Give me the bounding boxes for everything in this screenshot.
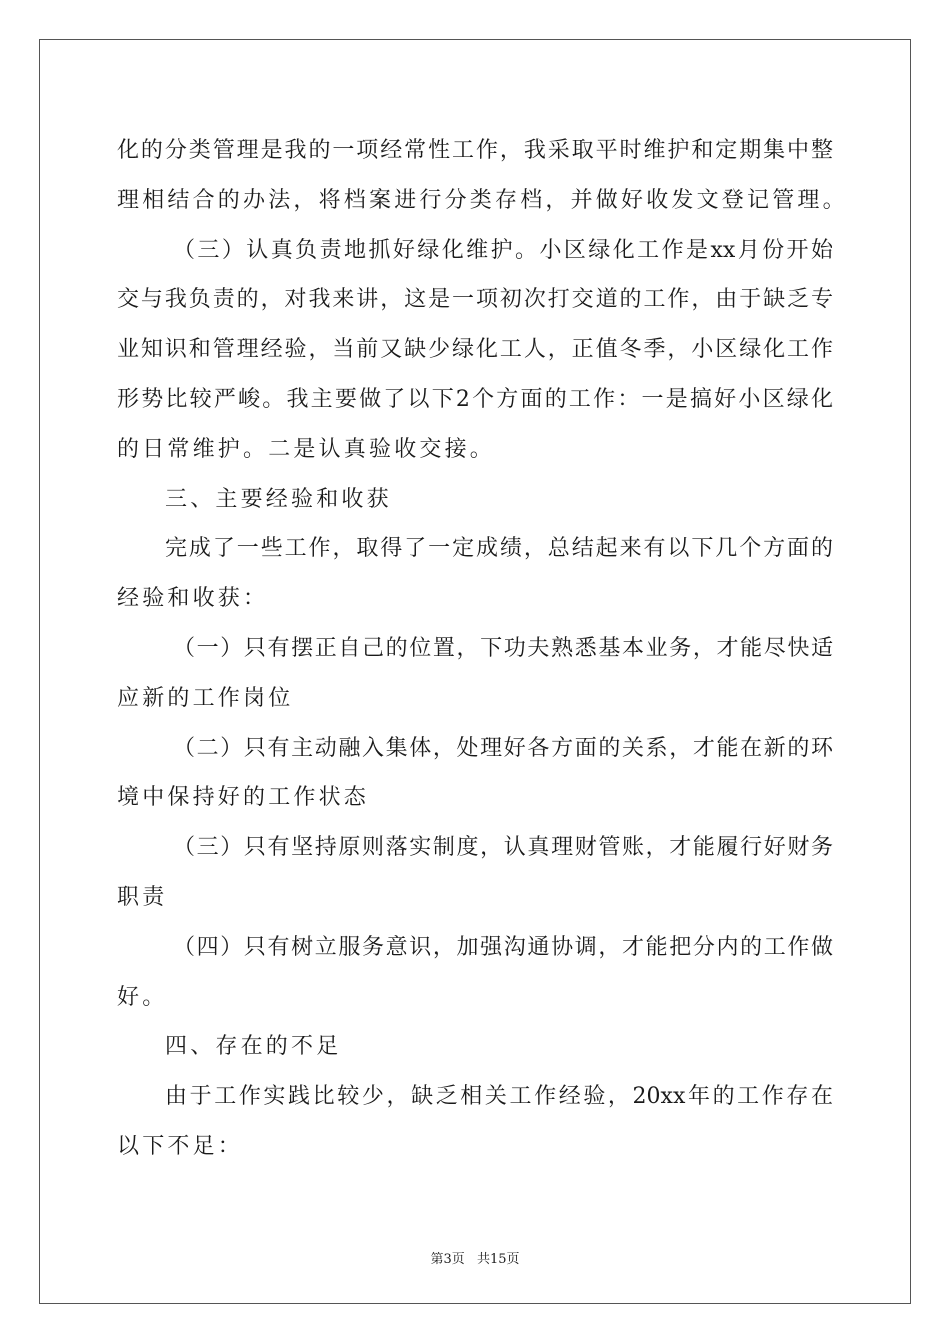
paragraph-line: 交与我负责的，对我来讲，这是一项初次打交道的工作，由于缺乏专	[117, 287, 833, 313]
section-heading: 三、主要经验和收获	[165, 486, 392, 512]
paragraph-line: 应新的工作岗位	[117, 685, 294, 711]
section-heading: 四、存在的不足	[165, 1034, 342, 1060]
page-footer	[0, 1248, 950, 1267]
paragraph-line: 好。	[117, 984, 168, 1010]
paragraph-line: （三）认真负责地抓好绿化维护。小区绿化工作是xx月份开始	[173, 237, 833, 263]
paragraph-line: 境中保持好的工作状态	[117, 785, 370, 811]
document-body	[117, 126, 848, 1172]
paragraph-line: 化的分类管理是我的一项经常性工作，我采取平时维护和定期集中整	[117, 138, 833, 163]
paragraph-line: 的日常维护。二是认真验收交接。	[117, 436, 496, 462]
paragraph-line: 职责	[117, 884, 168, 910]
paragraph-line: 完成了一些工作，取得了一定成绩，总结起来有以下几个方面的	[165, 536, 833, 562]
paragraph-line: （三）只有坚持原则落实制度，认真理财管账，才能履行好财务	[173, 835, 833, 861]
page-number: 第3页	[430, 1252, 465, 1267]
page-total: 共15页	[476, 1252, 520, 1267]
paragraph-line: 形势比较严峻。我主要做了以下2个方面的工作：一是搞好小区绿化	[117, 386, 833, 412]
paragraph-line: 以下不足：	[117, 1133, 244, 1159]
paragraph-line: （四）只有树立服务意识，加强沟通协调，才能把分内的工作做	[173, 934, 833, 960]
paragraph-line: 经验和收获：	[117, 586, 269, 612]
paragraph-line: 理相结合的办法，将档案进行分类存档，并做好收发文登记管理。	[117, 187, 848, 213]
paragraph-line: 业知识和管理经验，当前又缺少绿化工人，正值冬季，小区绿化工作	[117, 337, 833, 363]
paragraph-line: （二）只有主动融入集体，处理好各方面的关系，才能在新的环	[173, 735, 833, 761]
paragraph-line: （一）只有摆正自己的位置，下功夫熟悉基本业务，才能尽快适	[173, 635, 833, 661]
paragraph-line: 由于工作实践比较少，缺乏相关工作经验，20xx年的工作存在	[165, 1084, 833, 1110]
